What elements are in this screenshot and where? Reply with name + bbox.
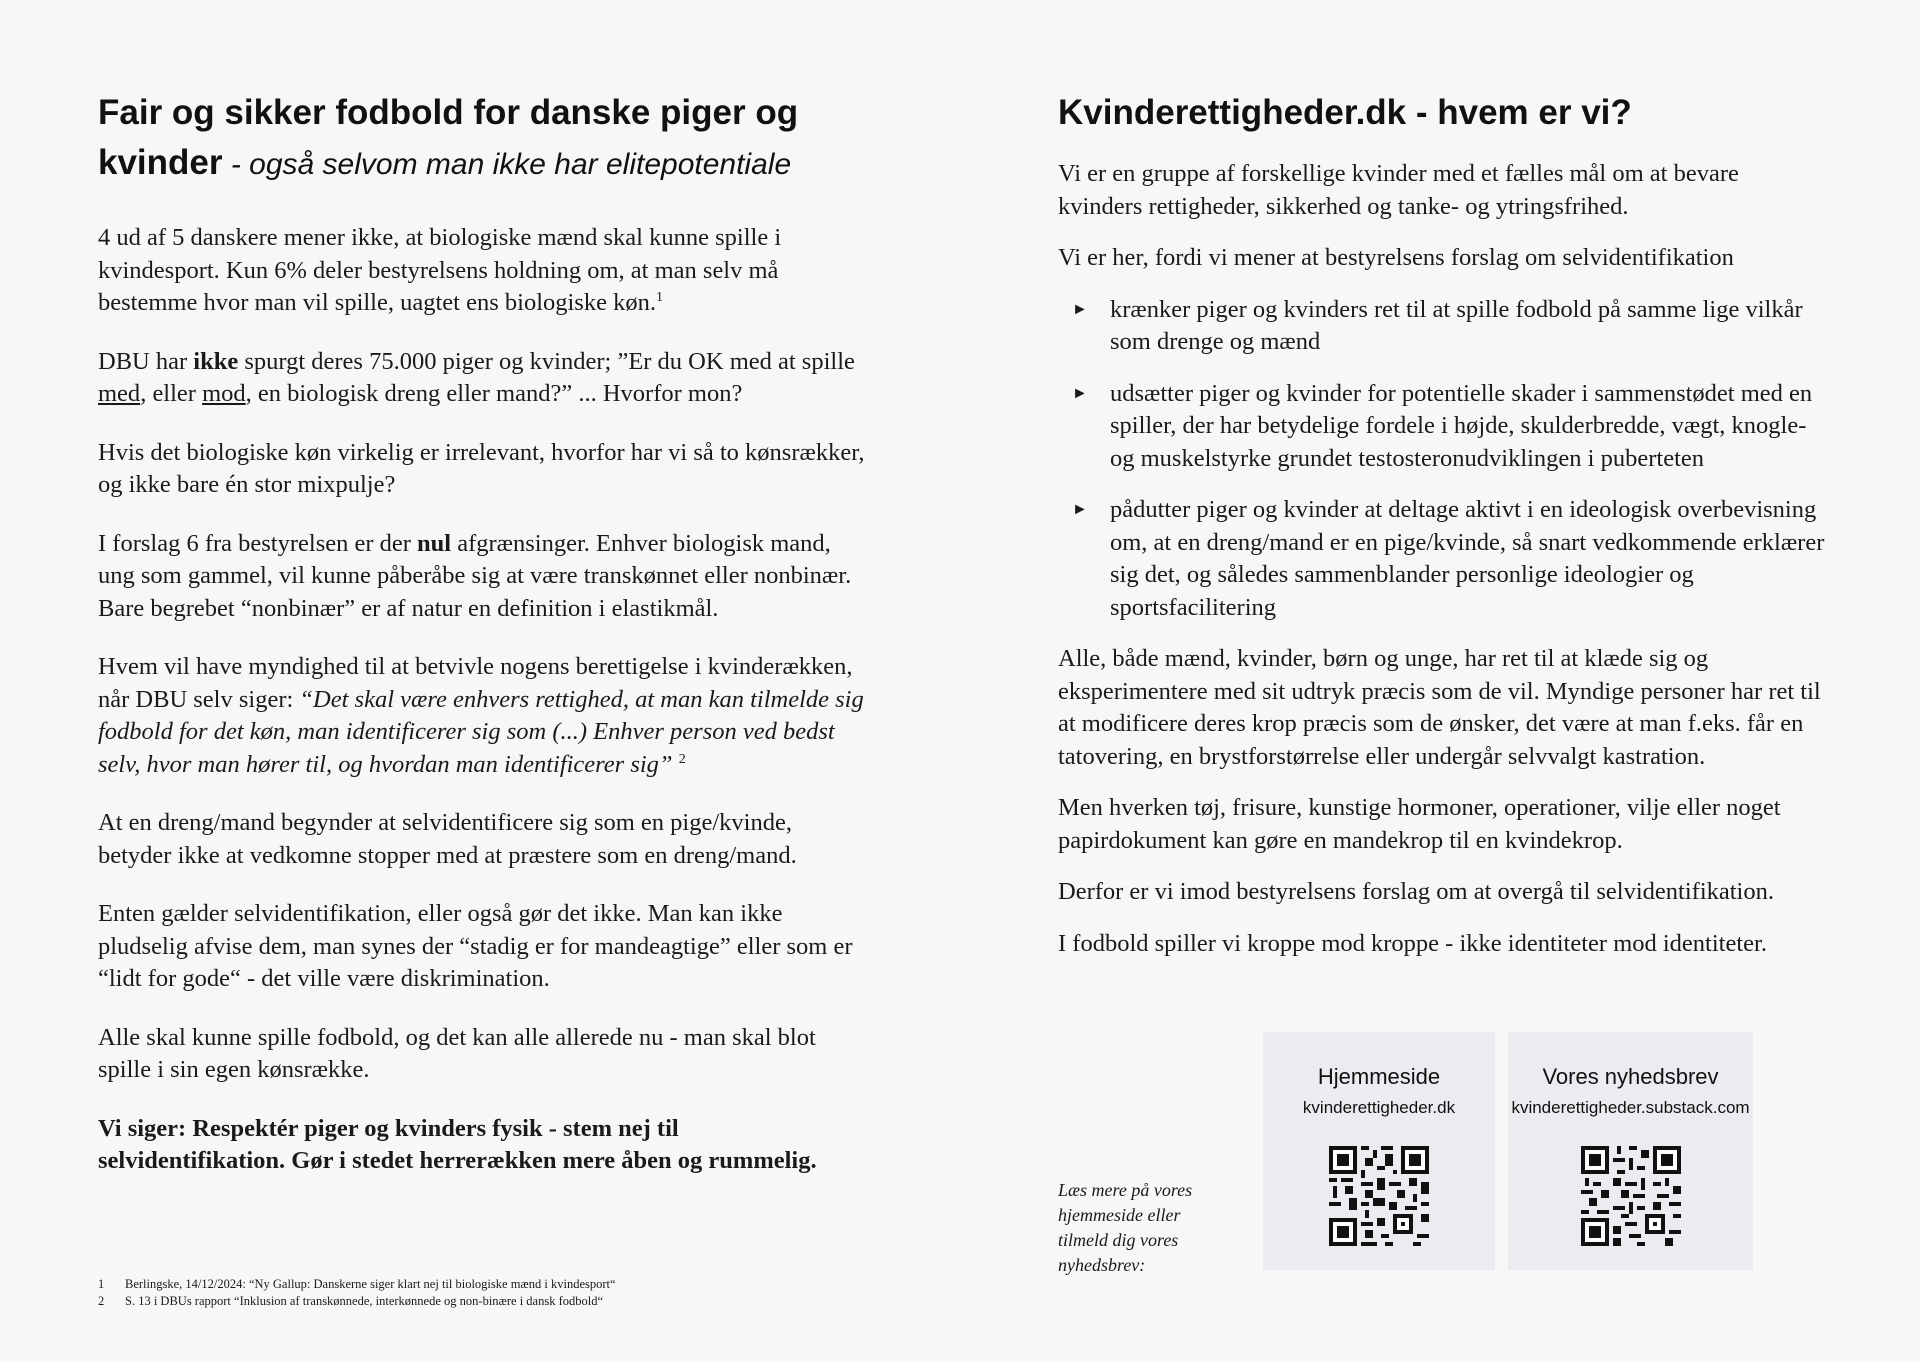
- paragraph-dbu-question: [98, 346, 870, 411]
- text-run: Hvem vil have myndighed til at betvivle nogens berettigelse i kvinderækken, når DBU selv siger:: [98, 653, 853, 713]
- read-more-note: Læs mere på vores hjemmeside eller tilmeld dig vores nyhedsbrev:: [1058, 1180, 1193, 1275]
- text-run: I forslag 6 fra bestyrelsen er der: [98, 529, 418, 557]
- paragraph-male-body: Men hverken tøj, frisure, kunstige hormoner, operationer, vilje eller noget papirdokument kan gøre en mandekrop til en kvindekrop.: [1058, 794, 1781, 854]
- call-to-action-text: Vi siger: Respektér piger og kvinders fysik - stem nej til selvidentifikation. Gør i stedet herrerækken mere åben og rummelig.: [98, 1114, 817, 1174]
- bullet-arrow-icon: ►: [1072, 384, 1088, 402]
- newsletter-qr-card[interactable]: [1508, 1032, 1753, 1270]
- bold-text: nul: [417, 529, 452, 557]
- bullet-arrow-icon: ►: [1072, 300, 1088, 318]
- footnote-number: 2: [98, 1294, 105, 1308]
- bullet-list: [1058, 294, 1828, 625]
- list-item-text: pådutter piger og kvinder at deltage aktivt i en ideologisk overbevisning om, at en dreng/mand er en pige/kvinde, så snart vedkommende erklærer sig det, og således sammenblander personlige ideologier og sportsfacilitering: [1110, 496, 1825, 621]
- paragraph-against-proposal: Derfor er vi imod bestyrelsens forslag om at overgå til selvidentifikation.: [1058, 878, 1774, 905]
- text-run: afgrænsinger. Enhver biologisk mand, ung som gammel, vil kunne påberåbe sig at være transkønnet eller nonbinær. Bare begrebet “nonbinær” er af natur en definition i elastikmål.: [98, 529, 852, 622]
- newsletter-qr-code-icon[interactable]: [1581, 1146, 1681, 1246]
- list-item: [1058, 294, 1828, 359]
- paragraph-proposal-6: [98, 528, 870, 626]
- footnote-ref-1: 1: [655, 289, 663, 305]
- bold-text: ikke: [193, 347, 239, 375]
- paragraph-call-to-action: [98, 1113, 870, 1178]
- text-run: spurgt deres 75.000 piger og kvinder; ”Er du OK med at spille: [238, 347, 855, 375]
- paragraph-dbu-quote: [98, 651, 870, 781]
- footnote-ref-2: 2: [678, 751, 686, 767]
- paragraph-survey-text: 4 ud af 5 danskere mener ikke, at biologiske mænd skal kunne spille i kvindesport. Kun 6% deler bestyrelsens holdning om, at man selv må bestemme hvor man vil spille, uagtet ens biologiske køn.: [98, 224, 782, 316]
- footnote-text: Berlingske, 14/12/2024: “Ny Gallup: Danskerne siger klart nej til biologiske mænd i kvindesport“: [125, 1277, 616, 1291]
- left-column: [98, 88, 870, 1204]
- right-column: [1058, 88, 1828, 979]
- paragraph-survey: [98, 222, 870, 320]
- list-item-text: krænker piger og kvinders ret til at spille fodbold på samme lige vilkår som drenge og mænd: [1110, 295, 1803, 355]
- left-heading-subtitle: - også selvom man ikke har elitepotentiale: [222, 148, 792, 181]
- homepage-url[interactable]: kvinderettigheder.dk: [1302, 1098, 1456, 1117]
- homepage-qr-card[interactable]: [1263, 1032, 1495, 1270]
- footnote-2: [98, 1293, 870, 1310]
- right-body: [1058, 158, 1828, 960]
- text-run: DBU har: [98, 347, 194, 375]
- underlined-text: mod: [202, 380, 246, 407]
- newsletter-qr-title: Vores nyhedsbrev: [1542, 1064, 1719, 1089]
- left-heading-main: Fair og sikker fodbold for danske piger og kvinder: [98, 93, 799, 182]
- paragraph-body-rights: Alle, både mænd, kvinder, børn og unge, har ret til at klæde sig og eksperimentere med sit udtryk præcis som de vil. Myndige personer har ret til at modificere deres krop præcis som de ønsker, det være at man f.eks. får en tatovering, en brystforstørrelse eller undergår selvvalgt kastration.: [1058, 645, 1821, 770]
- paragraph-why-here: Vi er her, fordi vi mener at bestyrelsens forslag om selvidentifikation: [1058, 244, 1734, 271]
- paragraph-two-series: Hvis det biologiske køn virkelig er irrelevant, hvorfor har vi så to kønsrækker, og ikke bare én stor mixpulje?: [98, 438, 865, 498]
- paragraph-who-we-are: Vi er en gruppe af forskellige kvinder med et fælles mål om at bevare kvinders rettigheder, sikkerhed og tanke- og ytringsfrihed.: [1058, 160, 1739, 220]
- paragraph-everyone-play: Alle skal kunne spille fodbold, og det kan alle allerede nu - man skal blot spille i sin egen kønsrække.: [98, 1023, 816, 1083]
- right-heading: Kvinderettigheder.dk - hvem er vi?: [1058, 93, 1632, 132]
- dbu-quote: “Det skal være enhvers rettighed, at man kan tilmelde sig fodbold for det køn, man identificerer sig som (...) Enhver person ved bedst selv, hvor man hører til, og hvordan man identificerer sig”: [98, 685, 864, 778]
- list-item-text: udsætter piger og kvinder for potentielle skader i sammenstødet med en spiller, der har betydelige fordele i højde, skulderbredde, vægt, knogle- og muskelstyrke grundet testosteronudviklingen i puberteten: [1110, 379, 1813, 472]
- paragraph-performance: At en dreng/mand begynder at selvidentificere sig som en pige/kvinde, betyder ikke at vedkomne stopper med at præstere som en dreng/mand.: [98, 809, 797, 869]
- underlined-text: med: [98, 380, 141, 407]
- paragraph-bodies-vs-bodies: I fodbold spiller vi kroppe mod kroppe - ikke identiteter mod identiteter.: [1058, 929, 1767, 957]
- left-body: [98, 222, 870, 1178]
- footnote-1: [98, 1276, 870, 1293]
- footnote-number: 1: [98, 1277, 105, 1291]
- footnote-text: S. 13 i DBUs rapport “Inklusion af transkønnede, interkønnede og non-binære i dansk fodbold“: [125, 1294, 604, 1308]
- text-run: , eller: [140, 380, 203, 407]
- bullet-arrow-icon: ►: [1072, 501, 1088, 518]
- homepage-qr-title: Hjemmeside: [1317, 1064, 1441, 1089]
- paragraph-discrimination: Enten gælder selvidentifikation, eller også gør det ikke. Man kan ikke pludselig afvise dem, man synes der “stadig er for mandeagtige” eller som er “lidt for gode“ - det ville være diskrimination.: [98, 900, 853, 992]
- list-item: [1058, 494, 1828, 624]
- list-item: [1058, 378, 1828, 476]
- newsletter-url[interactable]: kvinderettigheder.substack.com: [1511, 1098, 1750, 1117]
- left-heading: [98, 88, 870, 190]
- footnotes: [98, 1276, 870, 1310]
- text-run: , en biologisk dreng eller mand?” ... Hvorfor mon?: [245, 380, 743, 407]
- homepage-qr-code-icon[interactable]: [1329, 1146, 1429, 1246]
